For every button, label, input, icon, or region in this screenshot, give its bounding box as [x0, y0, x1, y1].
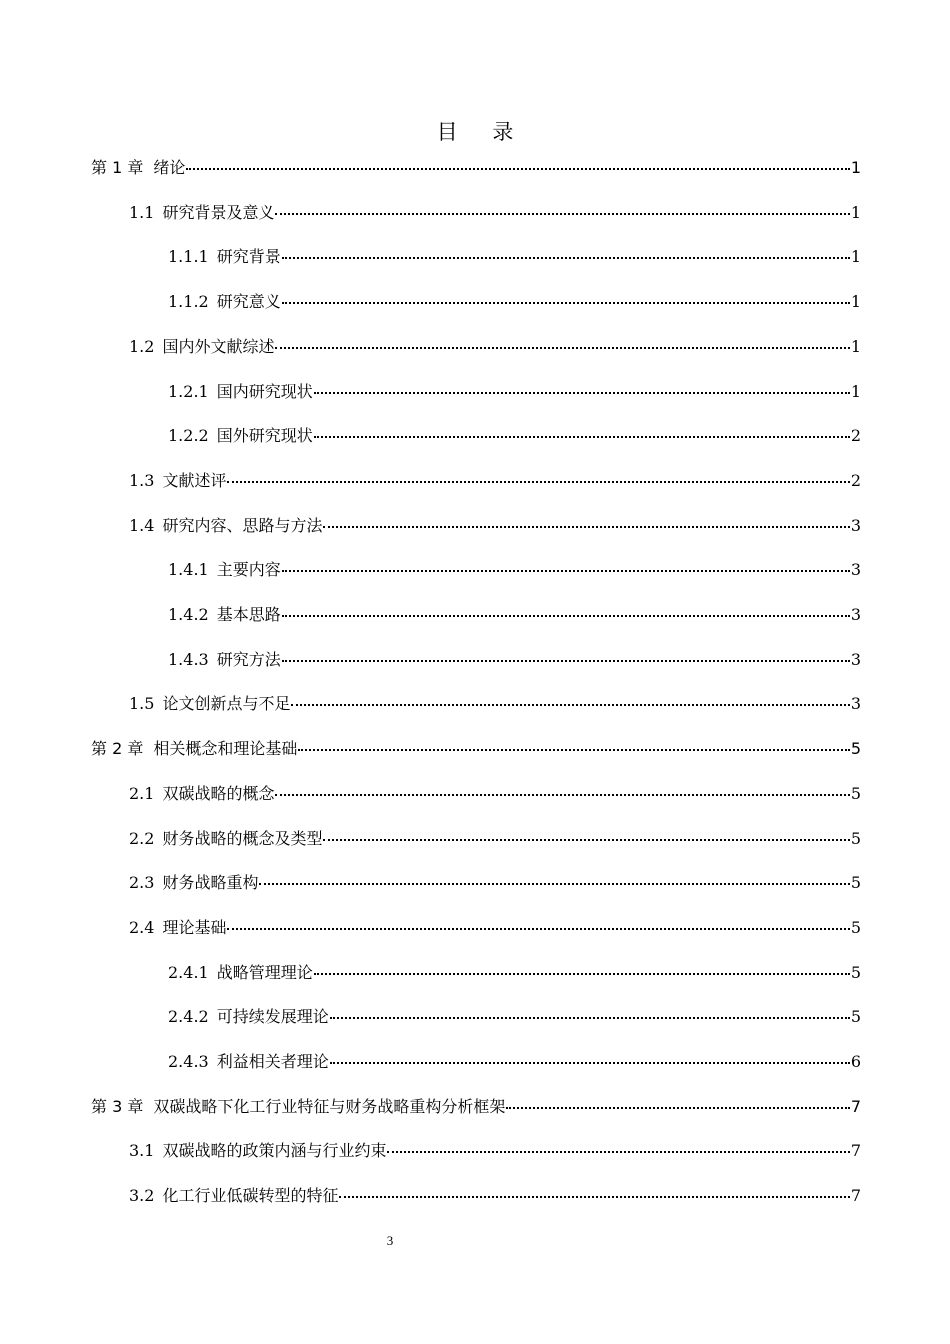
toc-entry[interactable]	[129, 782, 861, 806]
toc-entry-page: 6	[850, 1052, 861, 1071]
toc-entry-number: 1.1.2	[168, 292, 209, 312]
toc-entry-title: 双碳战略下化工行业特征与财务战略重构分析框架	[153, 1096, 506, 1116]
toc-entry-page: 7	[850, 1096, 861, 1116]
toc-entry-page: 5	[850, 739, 861, 759]
toc-entry-page: 1	[850, 336, 861, 356]
toc-entry-title: 财务战略的概念及类型	[162, 828, 323, 848]
toc-entry-page: 1	[850, 247, 861, 267]
toc-entry-title: 主要内容	[216, 560, 281, 580]
toc-entry-title: 利益相关者理论	[216, 1052, 329, 1071]
toc-entry[interactable]	[168, 603, 861, 627]
dot-leader	[275, 213, 849, 215]
toc-title: 目 录	[436, 120, 528, 144]
toc-entry-number: 1.3	[129, 470, 155, 490]
toc-entry-title: 战略管理理论	[216, 962, 313, 982]
toc-entry[interactable]	[168, 1050, 861, 1074]
toc-entry-title: 绪论	[153, 158, 186, 177]
toc-entry-page: 5	[850, 1007, 861, 1027]
toc-entry-number: 1.2.1	[168, 381, 209, 401]
toc-entry[interactable]	[168, 648, 861, 672]
dot-leader	[314, 973, 850, 975]
dot-leader	[330, 1062, 850, 1064]
toc-entry[interactable]	[129, 469, 861, 493]
toc-entry[interactable]	[129, 916, 861, 940]
toc-entry[interactable]	[129, 1184, 861, 1208]
toc-entry[interactable]	[168, 380, 861, 404]
toc-entry-page: 7	[850, 1141, 861, 1161]
dot-leader	[275, 347, 849, 349]
toc-entry[interactable]	[168, 1005, 861, 1029]
toc-entry-number: 3.1	[129, 1141, 155, 1161]
toc-entry-number: 第 2 章	[91, 739, 144, 759]
toc-entry-title: 双碳战略的政策内涵与行业约束	[162, 1141, 387, 1161]
dot-leader	[323, 839, 849, 841]
toc-entry-number: 2.4.3	[168, 1052, 209, 1071]
toc-entry[interactable]	[129, 514, 861, 538]
toc-entry[interactable]	[168, 424, 861, 448]
toc-entry-number: 1.4.3	[168, 649, 209, 669]
dot-leader	[282, 302, 850, 304]
toc-entry-number: 2.2	[129, 828, 155, 848]
toc-entry-title: 国内外文献综述	[162, 336, 275, 356]
toc-entry-page: 1	[850, 202, 861, 222]
toc-entry[interactable]	[129, 1139, 861, 1163]
toc-entry-page: 1	[850, 381, 861, 401]
toc-entry[interactable]	[168, 961, 861, 985]
toc-entry-number: 3.2	[129, 1186, 155, 1206]
toc-entry-page: 5	[850, 783, 861, 803]
toc-entry-title: 国外研究现状	[216, 426, 313, 446]
toc-entry-number: 2.4	[129, 917, 155, 937]
toc-entry-page: 3	[850, 694, 861, 714]
toc-entry-title: 化工行业低碳转型的特征	[162, 1186, 339, 1206]
toc-entry-page: 1	[850, 292, 861, 312]
toc-entry-number: 1.2	[129, 336, 155, 356]
toc-entry-number: 1.2.2	[168, 426, 209, 446]
toc-entry[interactable]	[168, 290, 861, 314]
toc-entry-number: 2.4.2	[168, 1007, 209, 1027]
toc-entry-title: 研究意义	[216, 292, 281, 312]
toc-entry[interactable]	[91, 156, 861, 180]
toc-entry-title: 相关概念和理论基础	[153, 739, 298, 759]
toc-entry-title: 研究内容、思路与方法	[162, 515, 323, 535]
toc-entry[interactable]	[168, 558, 861, 582]
dot-leader	[339, 1196, 849, 1198]
toc-entry-number: 1.5	[129, 694, 155, 714]
page-number: 3	[386, 1233, 394, 1248]
toc-entry[interactable]	[129, 827, 861, 851]
toc-entry-title: 基本思路	[216, 605, 281, 624]
dot-leader	[186, 168, 849, 170]
toc-entry-title: 研究背景及意义	[162, 202, 275, 222]
dot-leader	[259, 883, 849, 885]
toc-entry-page: 5	[850, 873, 861, 893]
toc-entry-number: 2.3	[129, 873, 155, 893]
dot-leader	[506, 1107, 849, 1109]
toc-entry-number: 1.1.1	[168, 247, 209, 267]
toc-entry-page: 3	[850, 515, 861, 535]
toc-entry-title: 研究方法	[216, 649, 281, 669]
toc-entry-page: 3	[850, 649, 861, 669]
dot-leader	[275, 794, 849, 796]
toc-entry-number: 2.1	[129, 783, 155, 803]
toc-entry-page: 1	[850, 158, 861, 177]
toc-entry-title: 研究背景	[216, 247, 281, 267]
toc-entry-page: 3	[850, 605, 861, 624]
toc-entry-title: 双碳战略的概念	[162, 783, 275, 803]
toc-entry-page: 5	[850, 962, 861, 982]
toc-entry-title: 论文创新点与不足	[162, 694, 291, 714]
toc-entry-title: 文献述评	[162, 470, 227, 490]
toc-entry-number: 1.4	[129, 515, 155, 535]
toc-entry-number: 第 3 章	[91, 1096, 144, 1116]
toc-entry-number: 1.1	[129, 202, 155, 222]
dot-leader	[314, 392, 850, 394]
toc-entry-page: 5	[850, 917, 861, 937]
dot-leader	[282, 615, 850, 617]
dot-leader	[291, 704, 849, 706]
dot-leader	[227, 481, 849, 483]
dot-leader	[282, 257, 850, 259]
toc-entry[interactable]	[91, 737, 861, 761]
toc-entry-title: 国内研究现状	[216, 381, 313, 401]
toc-entry-title: 理论基础	[162, 917, 227, 937]
toc-entry-page: 7	[850, 1186, 861, 1206]
toc-entry-page: 3	[850, 560, 861, 580]
toc-entry-title: 财务战略重构	[162, 873, 259, 893]
toc-entry-page: 2	[850, 426, 861, 446]
toc-entry[interactable]	[129, 871, 861, 895]
dot-leader	[282, 570, 850, 572]
toc-entry[interactable]	[168, 245, 861, 269]
dot-leader	[323, 526, 849, 528]
toc-entry-page: 2	[850, 470, 861, 490]
toc-entry-number: 1.4.1	[168, 560, 209, 580]
toc-entry-page: 5	[850, 828, 861, 848]
dot-leader	[282, 660, 850, 662]
dot-leader	[387, 1151, 849, 1153]
dot-leader	[227, 928, 849, 930]
dot-leader	[298, 749, 849, 751]
dot-leader	[330, 1017, 850, 1019]
toc-entry[interactable]	[129, 692, 861, 716]
toc-entry-number: 第 1 章	[91, 158, 144, 177]
toc-entry-title: 可持续发展理论	[216, 1007, 329, 1027]
toc-entry[interactable]	[91, 1095, 861, 1119]
toc-entry-number: 2.4.1	[168, 962, 209, 982]
toc-entry[interactable]	[129, 201, 861, 225]
toc-entry-number: 1.4.2	[168, 605, 209, 624]
dot-leader	[314, 436, 850, 438]
toc-entry[interactable]	[129, 335, 861, 359]
